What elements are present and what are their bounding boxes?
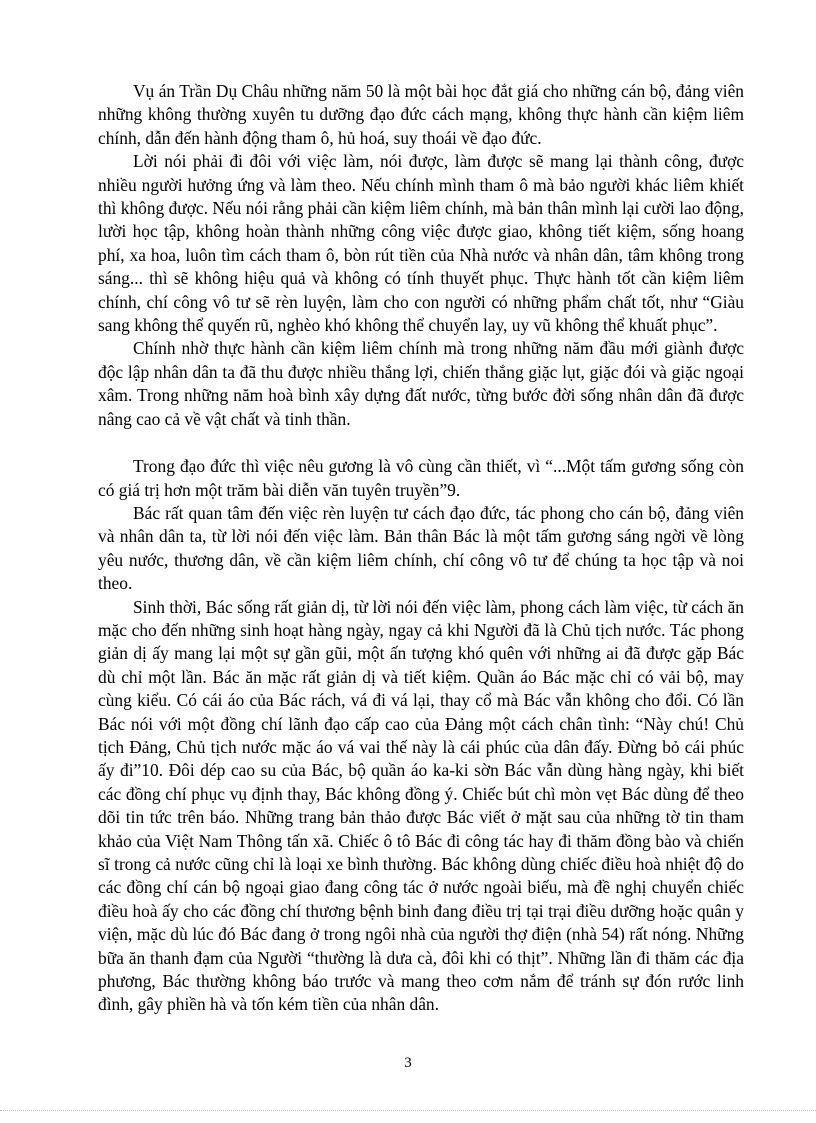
page-number: 3	[404, 1055, 412, 1071]
paragraph-practice-results: Chính nhờ thực hành cần kiệm liêm chính mà trong những năm đầu mới giành được độc lập nhân dân ta đã thu được nhiều thắng lợi, chiến thắng giặc lụt, giặc đói và giặc ngoại xâm. Trong những năm hoà bình xây dựng đất nước, từng bước đời sống nhân dân đã được nâng cao cả về vật chất và tinh thần.	[98, 338, 744, 429]
paragraph-words-and-deeds: Lời nói phải đi đôi với việc làm, nói được, làm được sẽ mang lại thành công, được nhiều người hưởng ứng và làm theo. Nếu chính mình tham ô mà bảo người khác liêm khiết thì không được. Nếu nói rằng phải cần kiệm liêm chính, mà bản thân mình lại cười lao động, lười học tập, không hoàn thành những công việc được giao, không tiết kiệm, sống hoang phí, xa hoa, luôn tìm cách tham ô, bòn rút tiền của Nhà nước và nhân dân, tâm không trong sáng... thì sẽ không hiệu quả và không có tính thuyết phục. Thực hành tốt cần kiệm liêm chính, chí công vô tư sẽ rèn luyện, làm cho con người có những phẩm chất tốt, như “Giàu sang không thể quyến rũ, nghèo khó không thể chuyển lay, uy vũ không thể khuất phục”.	[98, 151, 744, 336]
paragraph-setting-example: Trong đạo đức thì việc nêu gương là vô cùng cần thiết, vì “...Một tấm gương sống còn có giá trị hơn một trăm bài diễn văn tuyên truyền”9.	[98, 456, 744, 500]
page-bottom-divider	[0, 1110, 816, 1111]
paragraph-tran-du-chau: Vụ án Trần Dụ Châu những năm 50 là một bài học đắt giá cho những cán bộ, đảng viên những không thường xuyên tu dưỡng đạo đức cách mạng, không thực hành cần kiệm liêm chính, dẫn đến hành động tham ô, hủ hoá, suy thoái về đạo đức.	[98, 81, 744, 148]
body-text	[98, 80, 744, 1017]
paragraph-uncle-ho-example: Bác rất quan tâm đến việc rèn luyện tư cách đạo đức, tác phong cho cán bộ, đảng viên và nhân dân ta, từ lời nói đến việc làm. Bản thân Bác là một tấm gương sáng ngời về lòng yêu nước, thương dân, về cần kiệm liêm chính, chí công vô tư để chúng ta học tập và noi theo.	[98, 502, 744, 594]
paragraph-simple-lifestyle: Sinh thời, Bác sống rất giản dị, từ lời nói đến việc làm, phong cách làm việc, từ cách ăn mặc cho đến những sinh hoạt hàng ngày, ngay cả khi Người đã là Chủ tịch nước. Tác phong giản dị ấy mang lại một sự gần gũi, một ấn tượng khó quên với những ai đã được gặp Bác dù chỉ một lần. Bác ăn mặc rất giản dị và tiết kiệm. Quần áo Bác mặc chỉ có vải bộ, may cùng kiểu. Có cái áo của Bác rách, vá đi vá lại, thay cổ mà Bác vẫn không cho đổi. Có lần Bác nói với một đồng chí lãnh đạo cấp cao của Đảng một cách chân tình: “Này chú! Chủ tịch Đảng, Chủ tịch nước mặc áo vá vai thế này là cái phúc của dân đấy. Đừng bỏ cái phúc ấy đi”10. Đôi dép cao su của Bác, bộ quần áo ka-ki sờn Bác vẫn dùng hàng ngày, khi biết các đồng chí phục vụ định thay, Bác không đồng ý. Chiếc bút chì mòn vẹt Bác dùng để theo dõi tin tức trên báo. Những trang bản thảo được Bác viết ở mặt sau của những tờ tin tham khảo của Việt Nam Thông tấn xã. Chiếc ô tô Bác đi công tác hay đi thăm đồng bào và chiến sĩ trong cả nước cũng chỉ là loại xe bình thường. Bác không dùng chiếc điều hoà nhiệt độ do các đồng chí cán bộ ngoại giao đang công tác ở nước ngoài biếu, mà đề nghị chuyển chiếc điều hoà ấy cho các đồng chí thương bệnh binh đang điều trị tại trại điều dưỡng hoặc quân y viện, mặc dù lúc đó Bác đang ở trong ngôi nhà của người thợ điện (nhà 54) rất nóng. Những bữa ăn thanh đạm của Người “thường là dưa cà, đôi khi có thịt”. Những lần đi thăm các địa phương, Bác thường không báo trước và mang theo cơm nắm để tránh sự đón rước linh đình, gây phiền hà và tốn kém tiền của nhân dân.	[98, 596, 744, 1015]
